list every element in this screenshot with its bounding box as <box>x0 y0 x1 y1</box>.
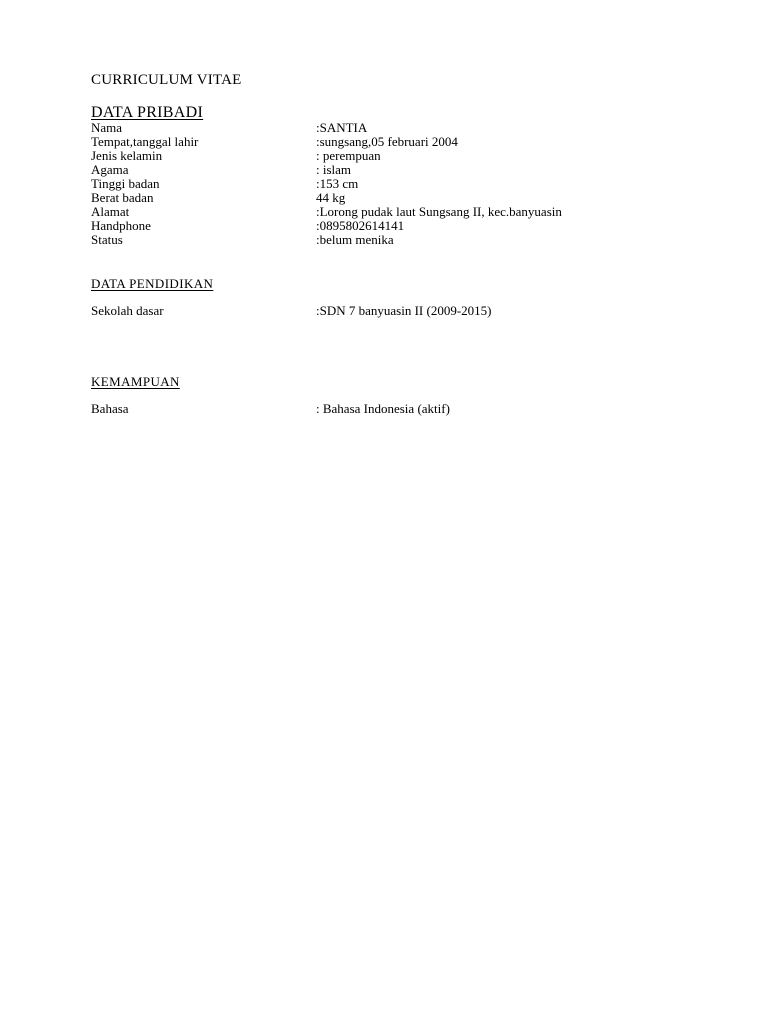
personal-data-list <box>91 121 711 247</box>
row-label: Agama <box>91 162 129 177</box>
education-row-primary <box>91 303 711 319</box>
row-value: : islam <box>316 162 352 177</box>
personal-row-height <box>91 177 711 191</box>
personal-row-weight <box>91 191 711 205</box>
row-label: Jenis kelamin <box>91 148 163 163</box>
row-label: Tempat,tanggal lahir <box>91 134 199 149</box>
row-value: : Bahasa Indonesia (aktif) <box>316 401 450 416</box>
row-label: Nama <box>91 120 123 135</box>
row-value: :0895802614141 <box>316 218 405 233</box>
section-heading-personal: DATA PRIBADI <box>91 104 204 121</box>
personal-row-religion <box>91 163 711 177</box>
personal-row-status <box>91 233 711 247</box>
skills-row-language <box>91 401 711 417</box>
section-heading-skills: KEMAMPUAN <box>91 374 180 389</box>
row-value: :Lorong pudak laut Sungsang II, kec.banyuasin <box>316 204 562 219</box>
row-label: Bahasa <box>91 401 129 416</box>
personal-row-address <box>91 205 711 219</box>
row-value: :sungsang,05 februari 2004 <box>316 134 458 149</box>
row-value: : perempuan <box>316 148 381 163</box>
row-label: Handphone <box>91 218 151 233</box>
row-value: :153 cm <box>316 176 359 191</box>
document-title: CURRICULUM VITAE <box>91 72 242 88</box>
row-value: :SANTIA <box>316 120 368 135</box>
row-value: 44 kg <box>316 190 346 205</box>
personal-row-birth <box>91 135 711 149</box>
row-label: Tinggi badan <box>91 176 160 191</box>
row-value: :belum menika <box>316 232 394 247</box>
row-label: Berat badan <box>91 190 154 205</box>
row-label: Alamat <box>91 204 130 219</box>
personal-row-gender <box>91 149 711 163</box>
personal-row-name <box>91 121 711 135</box>
personal-row-phone <box>91 219 711 233</box>
section-heading-education: DATA PENDIDIKAN <box>91 276 214 291</box>
row-value: :SDN 7 banyuasin II (2009-2015) <box>316 303 492 318</box>
row-label: Sekolah dasar <box>91 303 164 318</box>
row-label: Status <box>91 232 123 247</box>
